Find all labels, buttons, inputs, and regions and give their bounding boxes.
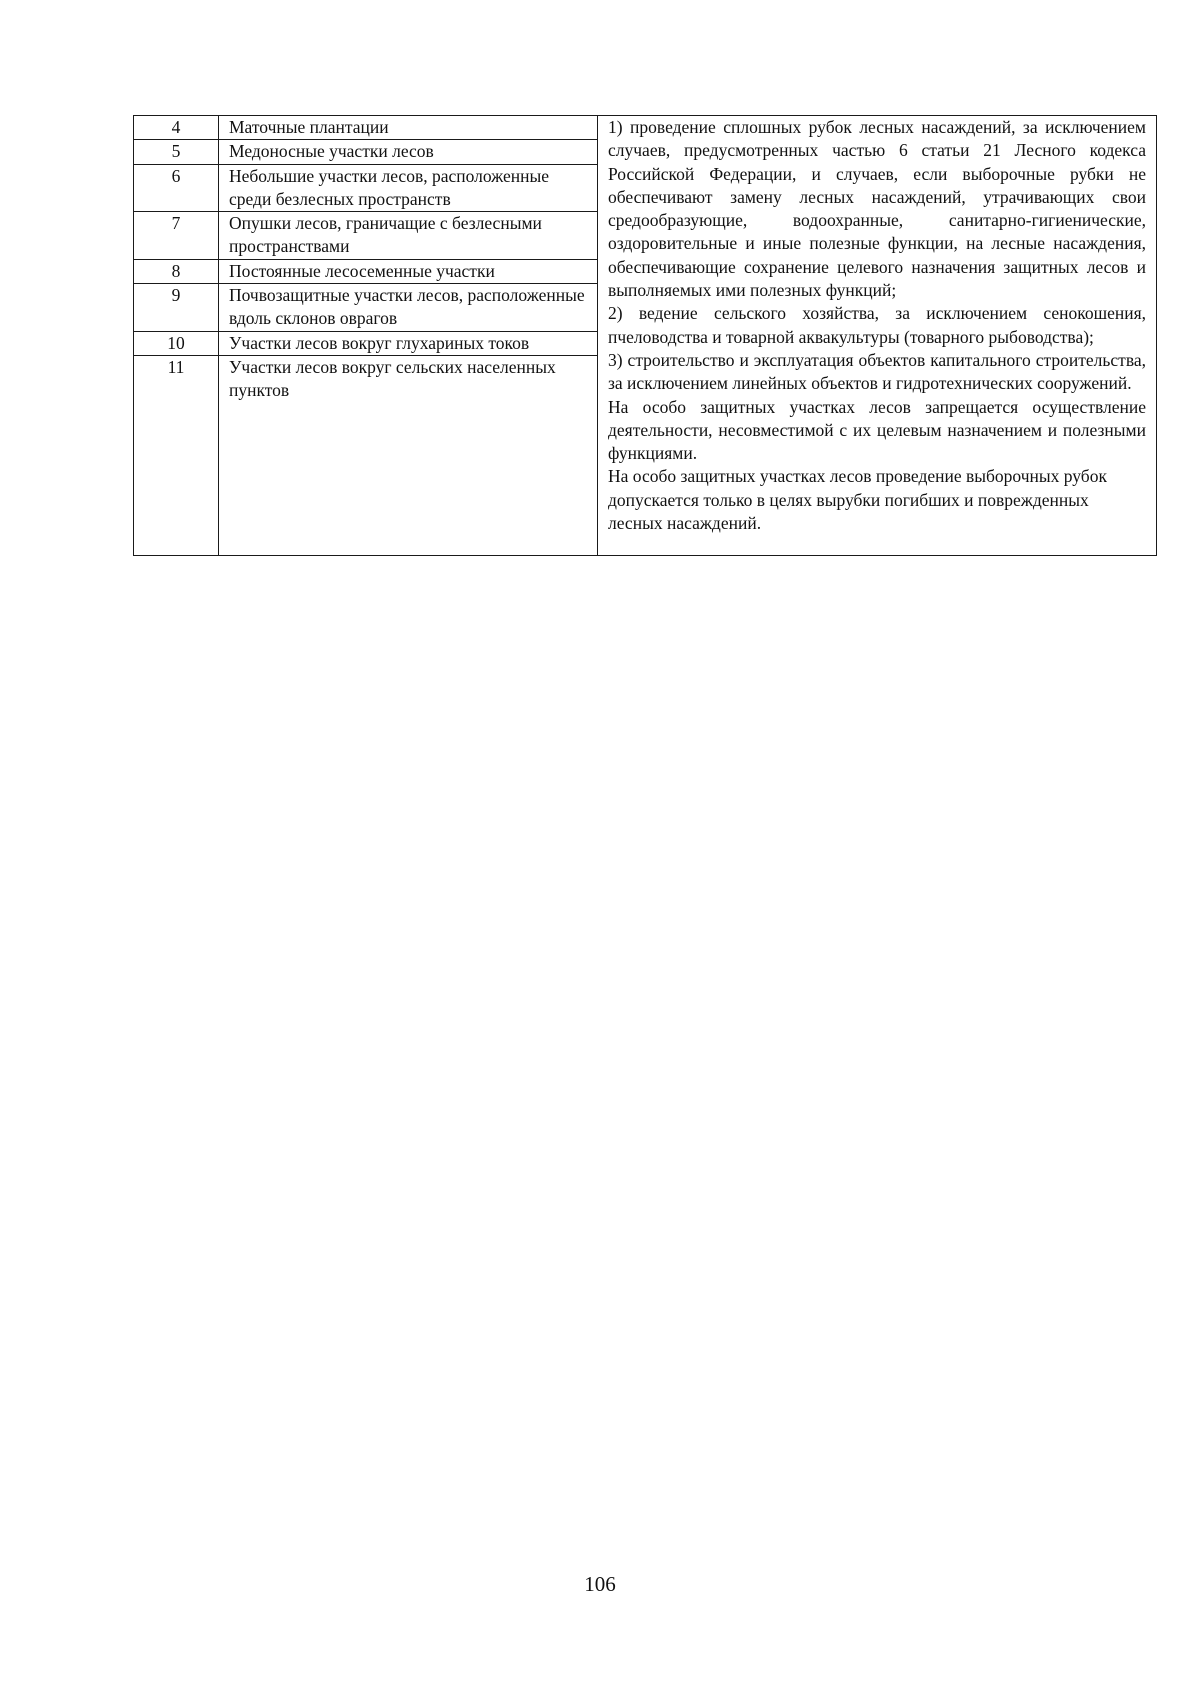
protective-areas-table: [133, 115, 1157, 556]
area-category: Медоносные участки лесов: [219, 140, 598, 164]
area-category: Маточные плантации: [219, 116, 598, 140]
area-category: Опушки лесов, граничащие с безлесными пространствами: [219, 212, 598, 260]
area-category: Небольшие участки лесов, расположенные среди безлесных пространств: [219, 164, 598, 212]
requirement-item: 3) строительство и эксплуатация объектов капитального строительства, за исключением линейных объектов и гидротехнических сооружений.: [608, 349, 1146, 394]
row-number: 11: [134, 355, 219, 555]
area-category: Участки лесов вокруг глухариных токов: [219, 331, 598, 355]
row-number: 9: [134, 284, 219, 332]
area-category: Постоянные лесосеменные участки: [219, 259, 598, 283]
area-category: Участки лесов вокруг сельских населенных пунктов: [219, 355, 598, 555]
requirement-item: 2) ведение сельского хозяйства, за исключением сенокошения, пчеловодства и товарной аквакультуры (товарного рыбоводства);: [608, 303, 1146, 347]
row-number: 7: [134, 212, 219, 260]
requirement-item: 1) проведение сплошных рубок лесных насаждений, за исключением случаев, предусмотренных частью 6 статьи 21 Лесного кодекса Российской Федерации, и случаев, если выборочные рубки не обеспечивают замену лесных насаждений, утрачивающих свои средообразующие, водоохранные, санитарно-гигиенические, оздоровительные и иные полезные функции, на лесные насаждения, обеспечивающие сохранение целевого назначения защитных лесов и выполняемых ими полезных функций;: [608, 117, 1146, 301]
row-number: 10: [134, 331, 219, 355]
row-number: 6: [134, 164, 219, 212]
page-number: 106: [584, 1572, 616, 1596]
area-category: Почвозащитные участки лесов, расположенные вдоль склонов оврагов: [219, 284, 598, 332]
row-number: 8: [134, 259, 219, 283]
row-number: 5: [134, 140, 219, 164]
requirement-note: На особо защитных участках лесов проведение выборочных рубок допускается только в целях вырубки погибших и поврежденных лесных насаждений.: [608, 466, 1107, 534]
requirement-note: На особо защитных участках лесов запрещается осуществление деятельности, несовместимой с их целевым назначением и полезными функциями.: [608, 396, 1146, 464]
row-number: 4: [134, 116, 219, 140]
table-row: [134, 116, 1157, 140]
requirements-cell: [598, 116, 1157, 556]
